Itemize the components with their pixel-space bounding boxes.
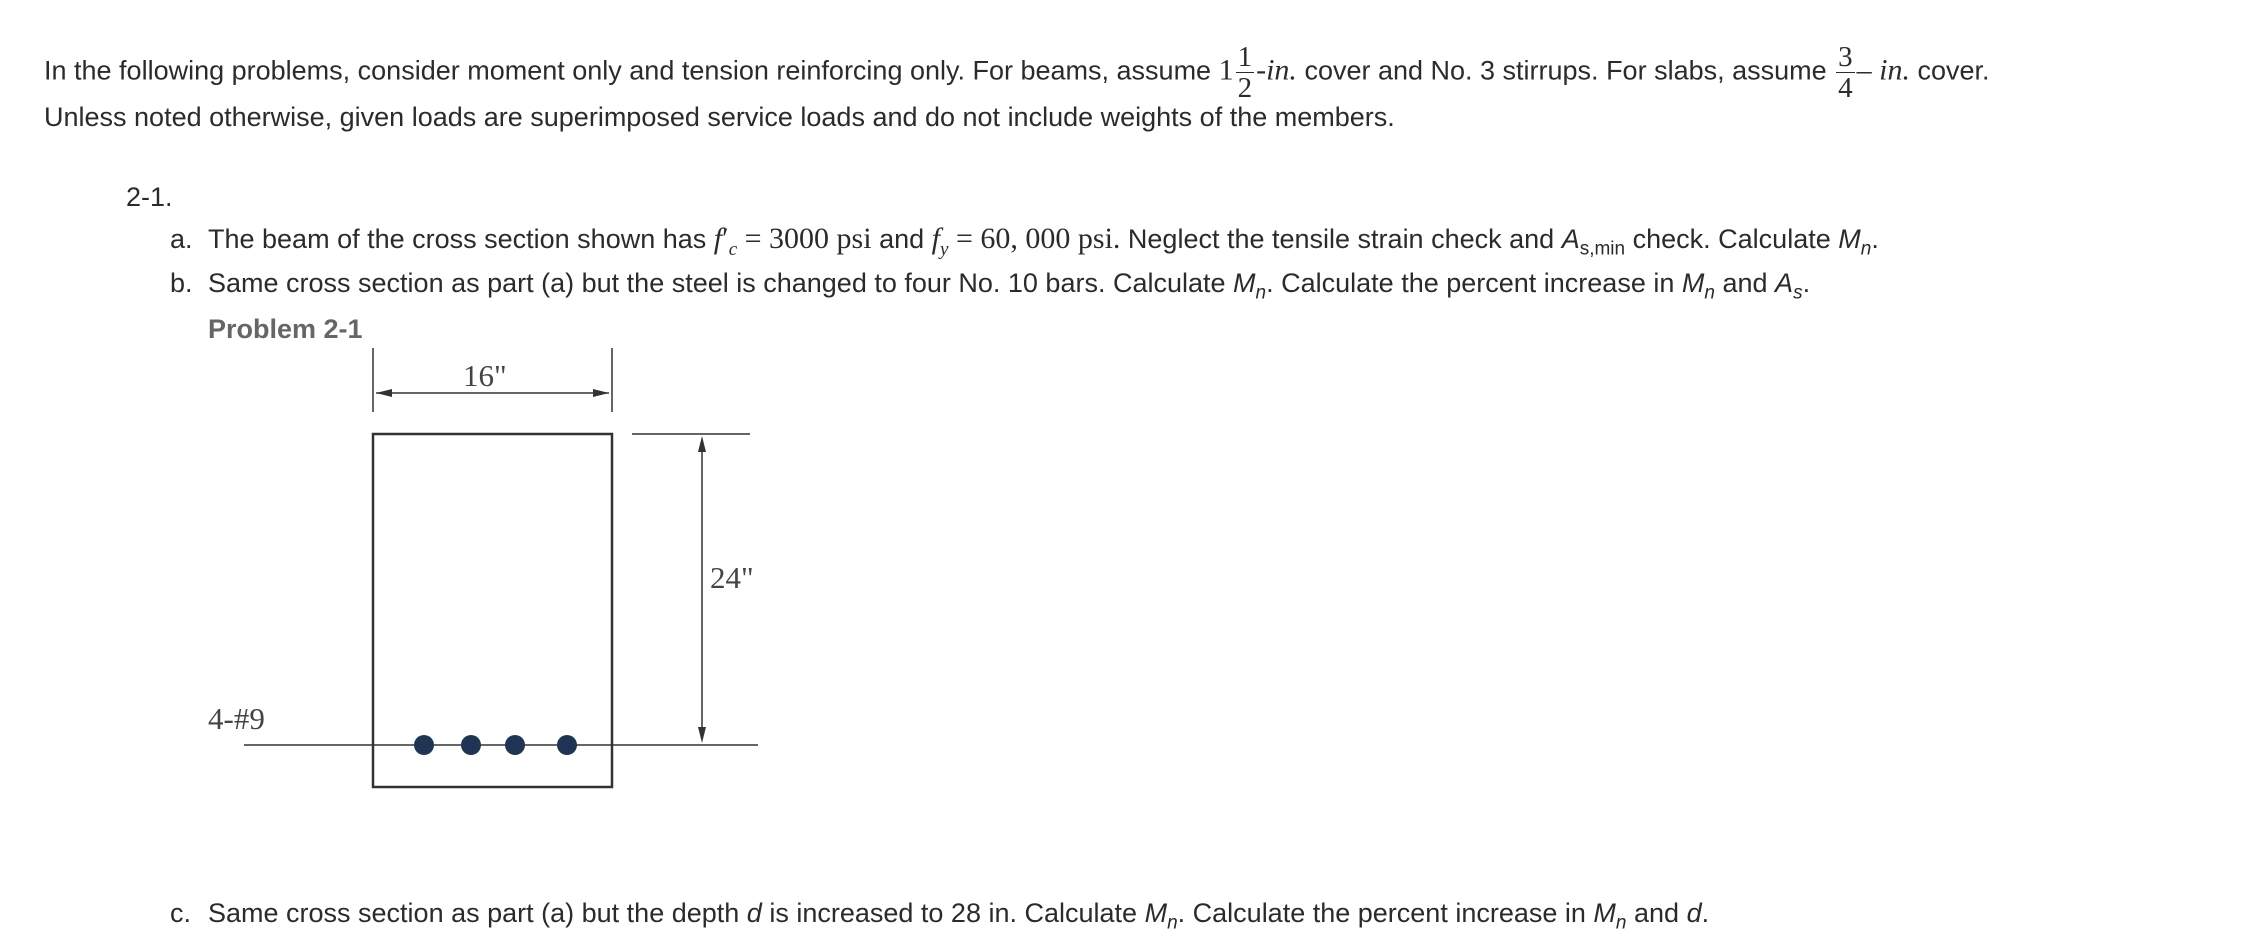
fy-symbol: $f_y$ (931, 222, 949, 260)
rebar-3 (505, 735, 525, 755)
part-a: a. The beam of the cross section shown has $f'_c = 3000$ psi and $f_y = 60$, 000 psi. Neglect the tensile strain check and $A_{s,min}$ check. Calculate $M_n$. (170, 222, 1879, 260)
problem-number: 2-1. (126, 182, 173, 212)
part-b-marker: b. (170, 268, 193, 298)
beam-cover-fraction: $\frac{1}{2}$ (1237, 41, 1253, 104)
figure-title: Problem 2-1 (208, 314, 363, 344)
intro-text: cover. (1917, 55, 1990, 86)
as-min-symbol: A (1561, 224, 1580, 254)
rebar-2 (461, 735, 481, 755)
mn-symbol: $M_n$ (1233, 268, 1267, 304)
width-label: 16" (463, 358, 507, 393)
rebar-1 (414, 735, 434, 755)
fy-value: = 60, 000 psi. (955, 222, 1121, 255)
beam-outline (373, 434, 612, 787)
depth-arrow-top (698, 436, 706, 452)
depth-label: 24" (710, 560, 754, 595)
as-symbol: $A_s$ (1775, 268, 1803, 304)
depth-arrow-bottom (698, 727, 706, 743)
bars-label: 4-#9 (208, 701, 265, 736)
part-a-marker: a. (170, 224, 193, 254)
intro-line-2: Unless noted otherwise, given loads are superimposed service loads and do not include weights of the members. (44, 102, 1395, 132)
mn-symbol: $M_n$ (1681, 268, 1715, 304)
mn-symbol: $M_n$ (1144, 898, 1178, 933)
part-c: c. Same cross section as part (a) but the depth d is increased to 28 in. Calculate $M_n$. Calculate the percent increase in $M_n$ and d. (170, 898, 1710, 933)
beam-cover-unit: -in. (1256, 53, 1297, 87)
mn-symbol: $M_n$ (1838, 224, 1872, 260)
fc-value: = 3000 psi (744, 222, 872, 255)
width-arrow-left (376, 389, 392, 397)
d-symbol: d (746, 898, 762, 928)
intro-text: cover and No. 3 stirrups. For slabs, assume (1304, 55, 1827, 86)
width-arrow-right (593, 389, 609, 397)
beam-cover-whole: 1 (1218, 53, 1234, 87)
intro-text: In the following problems, consider moment only and tension reinforcing only. For beams, assume (44, 55, 1212, 86)
mn-symbol: $M_n$ (1593, 898, 1627, 933)
fc-symbol: $f'_c$ (713, 222, 738, 260)
part-c-marker: c. (170, 898, 192, 928)
d-symbol: d (1686, 898, 1702, 928)
rebar-4 (557, 735, 577, 755)
part-b: b. Same cross section as part (a) but the steel is changed to four No. 10 bars. Calculate $M_n$. Calculate the percent increase in $M_n$ and $A_s$. (170, 268, 1811, 304)
slab-cover-fraction: $\frac{3}{4}$ (1838, 41, 1853, 104)
slab-cover-unit: – in. (1856, 53, 1910, 87)
